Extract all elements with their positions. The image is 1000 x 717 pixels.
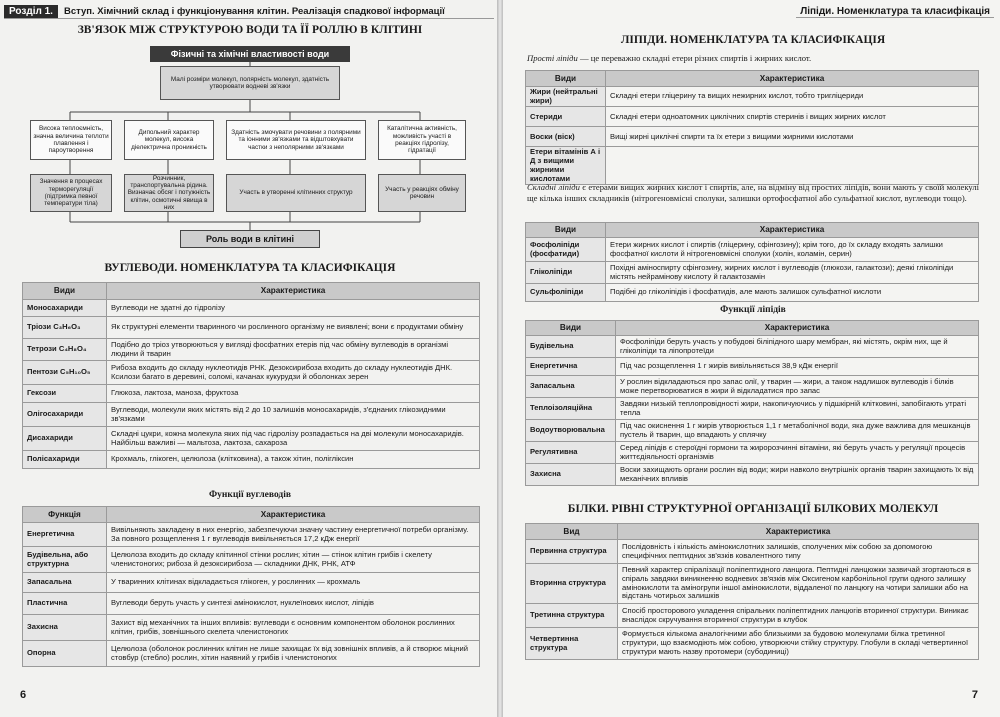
cell-type: Пластична (23, 593, 107, 615)
cell-desc: Етери жирних кислот і спиртів (гліцерину, сфінгозину); крім того, до їх складу входять залишки фосфатної кислоти й нітрогеновмісні сполуки (холін, коламін, серин) (606, 238, 979, 262)
cell-type: Запасальна (526, 376, 616, 398)
col-header: Характеристика (616, 321, 979, 336)
table-row (526, 376, 979, 398)
col-header: Характеристика (606, 223, 979, 238)
proteins-heading: БІЛКИ. РІВНІ СТРУКТУРНОЇ ОРГАНІЗАЦІЇ БІЛКОВИХ МОЛЕКУЛ (567, 503, 939, 515)
table-row (526, 398, 979, 420)
cell-desc (606, 147, 979, 185)
cell-desc: Воски захищають органи рослин від води; жири навколо внутрішніх органів тварин захищають їх від механічних впливів (616, 464, 979, 486)
table-row (526, 238, 979, 262)
cell-desc: У тваринних клітинах відкладається глікоген, у рослинних — крохмаль (107, 573, 480, 593)
cell-type: Енергетична (23, 523, 107, 547)
table-row (526, 358, 979, 376)
table-row (526, 464, 979, 486)
table-row (23, 361, 480, 385)
table-row (23, 593, 480, 615)
water-molecule-box: Малі розміри молекул, полярність молекул, здатність утворювати водневі зв'язки (160, 66, 340, 100)
col-header: Види (526, 321, 616, 336)
term-complex-lipids: Складні ліпіди (527, 182, 580, 192)
simple-lipids-intro (527, 53, 979, 64)
cell-type: Третинна структура (526, 604, 618, 628)
cell-desc: Рибоза входить до складу нуклеотидів РНК. Дезоксирибоза входить до складу нуклеотидів ДНК. Ксилози багато в деревині, соломі, качанах кукурудзи й оболонках зерен (107, 361, 480, 385)
cell-desc: Певний характер спіралізації поліпептидного ланцюга. Пептидні ланцюжки зазвичай згортаються в спіраль завдяки виникненню водневих зв'язків між Оксигеном карбонільної групи одного залишку амінокислоти та аміногрупи іншої амінокислоти, віддаленої по ланцюгу на чотири залишки або на відстань чотирьох залишків (618, 564, 979, 604)
lipfunc-heading: Функції ліпідів (720, 305, 786, 315)
section-title: Вступ. Хімічний склад і функціонування клітин. Реалізація спадкової інформації (63, 5, 445, 17)
cell-type: Запасальна (23, 573, 107, 593)
cell-desc: Складні етери одноатомних циклічних спиртів стеринів і вищих жирних кислот (606, 107, 979, 127)
table-row (23, 615, 480, 641)
cell-desc: Глюкоза, лактоза, маноза, фруктоза (107, 385, 480, 403)
cell-type: Вторинна структура (526, 564, 618, 604)
water-role-banner: Роль води в клітині (180, 230, 320, 248)
cell-type: Гексози (23, 385, 107, 403)
water-property-box: Дипольний характер молекул, висока діелектрична проникність (124, 120, 214, 160)
col-header: Види (526, 71, 606, 87)
water-role-box: Участь в утворенні клітинних структур (226, 174, 366, 212)
left-page (0, 0, 497, 717)
carbfunc-heading: Функції вуглеводів (208, 490, 292, 500)
table-row (526, 604, 979, 628)
cell-desc: Целюлоза входить до складу клітинної стінки рослин; хітин — стінок клітин грибів і скелету членистоногих; рибоза й дезоксирибоза — складники ДНК, РНК, АТФ (107, 547, 480, 573)
cell-type: Теплоізоляційна (526, 398, 616, 420)
table-row (23, 339, 480, 361)
col-header: Характеристика (107, 507, 480, 523)
carbs-table (22, 282, 480, 469)
page-number-right: 7 (971, 689, 978, 701)
water-property-box: Здатність змочувати речовини з полярними та іонними зв'язками та відштовхувати частки з неполярними зв'язками (226, 120, 366, 160)
cell-desc: Подібні до гліколіпідів і фосфатидів, але мають залишок сульфатної кислоти (606, 284, 979, 302)
cell-type: Водоутворювальна (526, 420, 616, 442)
table-row (526, 87, 979, 107)
col-header: Види (526, 223, 606, 238)
cell-type: Фосфоліпіди (фосфатиди) (526, 238, 606, 262)
cell-type: Регулятивна (526, 442, 616, 464)
complex-lipids-text: є етерами вищих жирних кислот і спиртів, але, на відміну від простих ліпідів, вони мають у своїй молекулі ще кілька інших складників (нітрогеновмісні сполуки, залишки ортофосфатної або сульфатної кислот, вуглеводи тощо). (527, 182, 979, 203)
cell-desc: Вищі жирні циклічні спирти та їх етери з вищими жирними кислотами (606, 127, 979, 147)
cell-type: Енергетична (526, 358, 616, 376)
right-header (694, 4, 994, 19)
table-row (23, 641, 480, 667)
cell-desc: Похідні аміноспирту сфінгозину, жирних кислот і вуглеводів (глюкози, галактози); деякі гліколіпіди містять нейрамінову кислоту й галактозамін (606, 262, 979, 284)
water-properties-banner: Фізичні та хімічні властивості води (150, 46, 350, 62)
water-role-box: Участь у реакціях обміну речовин (378, 174, 466, 212)
water-heading: ЗВ'ЯЗОК МІЖ СТРУКТУРОЮ ВОДИ ТА ЇЇ РОЛЛЮ В КЛІТИНІ (77, 24, 423, 36)
cell-type: Етери вітамінів А і Д з вищими жирними кислотами (526, 147, 606, 185)
cell-desc: Формується кількома аналогічними або близькими за будовою молекулами білка третинної структури, що взаємодіють між собою, утворюючи стійку структуру. Глобули в складі четвертинної структури мають назву протомери (субодиниці) (618, 628, 979, 660)
table-row (526, 540, 979, 564)
cell-desc: Серед ліпідів є стероїдні гормони та жиророзчинні вітаміни, які беруть участь у регуляції процесів життєдіяльності організмів (616, 442, 979, 464)
cell-type: Опорна (23, 641, 107, 667)
cell-type: Олігосахариди (23, 403, 107, 427)
table-row (526, 127, 979, 147)
cell-type: Четвертинна структура (526, 628, 618, 660)
cell-desc: Вуглеводи беруть участь у синтезі амінокислот, нуклеїнових кислот, ліпідів (107, 593, 480, 615)
cell-desc: Складні етери гліцерину та вищих нежирних кислот, тобто тригліцериди (606, 87, 979, 107)
table-row (526, 262, 979, 284)
table-row (23, 451, 480, 469)
cell-desc: Захист від механічних та інших впливів: вуглеводи є основним компонентом оболонок рослинних клітин, грибів, зовнішнього скелета членистоногих (107, 615, 480, 641)
cell-desc: Складні цукри, кожна молекула яких під час гідролізу розпадається на дві молекули моносахаридів. Найбільш важливі — мальтоза, лактоза, сахароза (107, 427, 480, 451)
cell-type: Захисна (23, 615, 107, 641)
cell-type: Гліколіпіди (526, 262, 606, 284)
proteins-table (525, 523, 979, 660)
table-row (23, 385, 480, 403)
table-row (526, 147, 979, 185)
cell-type: Жири (нейтральні жири) (526, 87, 606, 107)
cell-type: Стериди (526, 107, 606, 127)
cell-desc: Спосіб просторового укладення спіральних поліпептидних ланцюгів вторинної структури. Виникає внаслідок скручування вторинної структури в клубок (618, 604, 979, 628)
complex-lipids-paragraph (527, 182, 979, 203)
cell-desc: Фосфоліпіди беруть участь у побудові біліпідного шару мембран, які містять, окрім них, ще й гліколіпіди та ліпопротеїди (616, 336, 979, 358)
water-property-box: Каталітична активність, можливість участі в реакціях гідролізу, гідратації (378, 120, 466, 160)
table-row (526, 284, 979, 302)
cell-desc: Послідовність і кількість амінокислотних залишків, сполучених між собою за допомогою специфічних пептидних зв'язків ковалентного типу (618, 540, 979, 564)
cell-type: Первинна структура (526, 540, 618, 564)
term-simple-lipids: Прості ліпіди (527, 53, 578, 63)
table-row (23, 300, 480, 317)
cell-type: Будівельна (526, 336, 616, 358)
col-header: Характеристика (618, 524, 979, 540)
cell-type: Будівельна, або структурна (23, 547, 107, 573)
cell-desc: У рослин відкладаються про запас олії, у тварин — жири, а також надлишок вуглеводів і білків може перетворюватися в жири й відкладатися про запас (616, 376, 979, 398)
table-row (23, 317, 480, 339)
cell-desc: Під час розщеплення 1 г жирів вивільняється 38,9 кДж енергії (616, 358, 979, 376)
water-property-box: Висока теплоємність, значна величина теплоти плавлення і пароутворення (30, 120, 112, 160)
table-row (526, 442, 979, 464)
right-header-title: Ліпіди. Номенклатура та класифікація (796, 6, 994, 18)
cell-type: Захисна (526, 464, 616, 486)
cell-desc: Вивільняють закладену в них енергію, забезпечуючи значну частину енергетичної потреби організму. За повного розщеплення 1 г вуглеводів вивільняється 17,2 кДж енергії (107, 523, 480, 547)
cell-desc: Під час окиснення 1 г жирів утворюється 1,1 г метаболічної води, яка дуже важлива для мешканців пустель й тварин, що впадають у сплячку (616, 420, 979, 442)
cell-type: Тетрози C₄H₈O₄ (23, 339, 107, 361)
col-header: Види (23, 283, 107, 300)
table-row (526, 628, 979, 660)
lipfunc-table (525, 320, 979, 486)
complex-lipids-table (525, 222, 979, 302)
cell-type: Пентози C₅H₁₀O₅ (23, 361, 107, 385)
right-page (503, 0, 1000, 717)
cell-type: Тріози C₃H₆O₃ (23, 317, 107, 339)
col-header: Функція (23, 507, 107, 523)
cell-desc: Подібно до тріоз утворюються у вигляді фосфатних етерів під час обміну вуглеводів в організмі людини й тварин (107, 339, 480, 361)
col-header: Характеристика (606, 71, 979, 87)
cell-desc: Як структурні елементи тваринного чи рослинного організму не виявлені; вони є продуктами обміну (107, 317, 480, 339)
cell-type: Моносахариди (23, 300, 107, 317)
simple-lipids-text: — це переважно складні етери різних спиртів і жирних кислот. (577, 53, 812, 63)
simple-lipids-table (525, 70, 979, 185)
table-row (526, 564, 979, 604)
col-header: Характеристика (107, 283, 480, 300)
table-row (23, 547, 480, 573)
cell-desc: Вуглеводи не здатні до гідролізу (107, 300, 480, 317)
table-row (526, 336, 979, 358)
table-row (23, 523, 480, 547)
water-role-box: Значення в процесах терморегуляції (підтримка певної температури тіла) (30, 174, 112, 212)
carbs-heading: ВУГЛЕВОДИ. НОМЕНКЛАТУРА ТА КЛАСИФІКАЦІЯ (104, 262, 396, 274)
cell-desc: Крохмаль, глікоген, целюлоза (клітковина), а також хітин, полігліксин (107, 451, 480, 469)
table-row (526, 420, 979, 442)
section-label: Розділ 1. (4, 5, 58, 18)
water-role-box: Розчинник, транспортувальна рідина. Визначає обсяг і потужність клітин, осмотичні явища в них (124, 174, 214, 212)
col-header: Вид (526, 524, 618, 540)
cell-type: Сульфоліпіди (526, 284, 606, 302)
table-row (526, 107, 979, 127)
table-row (23, 427, 480, 451)
cell-type: Полісахариди (23, 451, 107, 469)
table-row (23, 403, 480, 427)
lipids-heading: ЛІПІДИ. НОМЕНКЛАТУРА ТА КЛАСИФІКАЦІЯ (620, 34, 886, 46)
cell-type: Дисахариди (23, 427, 107, 451)
cell-type: Воски (віск) (526, 127, 606, 147)
cell-desc: Завдяки низькій теплопровідності жири, накопичуючись у підшкірній клітковині, запобігають утраті тепла (616, 398, 979, 420)
cell-desc: Вуглеводи, молекули яких містять від 2 до 10 залишків моносахаридів, з'єднаних глікозидними зв'язками (107, 403, 480, 427)
table-row (23, 573, 480, 593)
cell-desc: Целюлоза (оболонок рослинних клітин не лише захищає їх від зовнішніх впливів, а й створює міцний стовбур (стебло) рослин, хітин наявний у грибів і членистоногих (107, 641, 480, 667)
page-number-left: 6 (20, 689, 27, 701)
carbfunc-table (22, 506, 480, 667)
